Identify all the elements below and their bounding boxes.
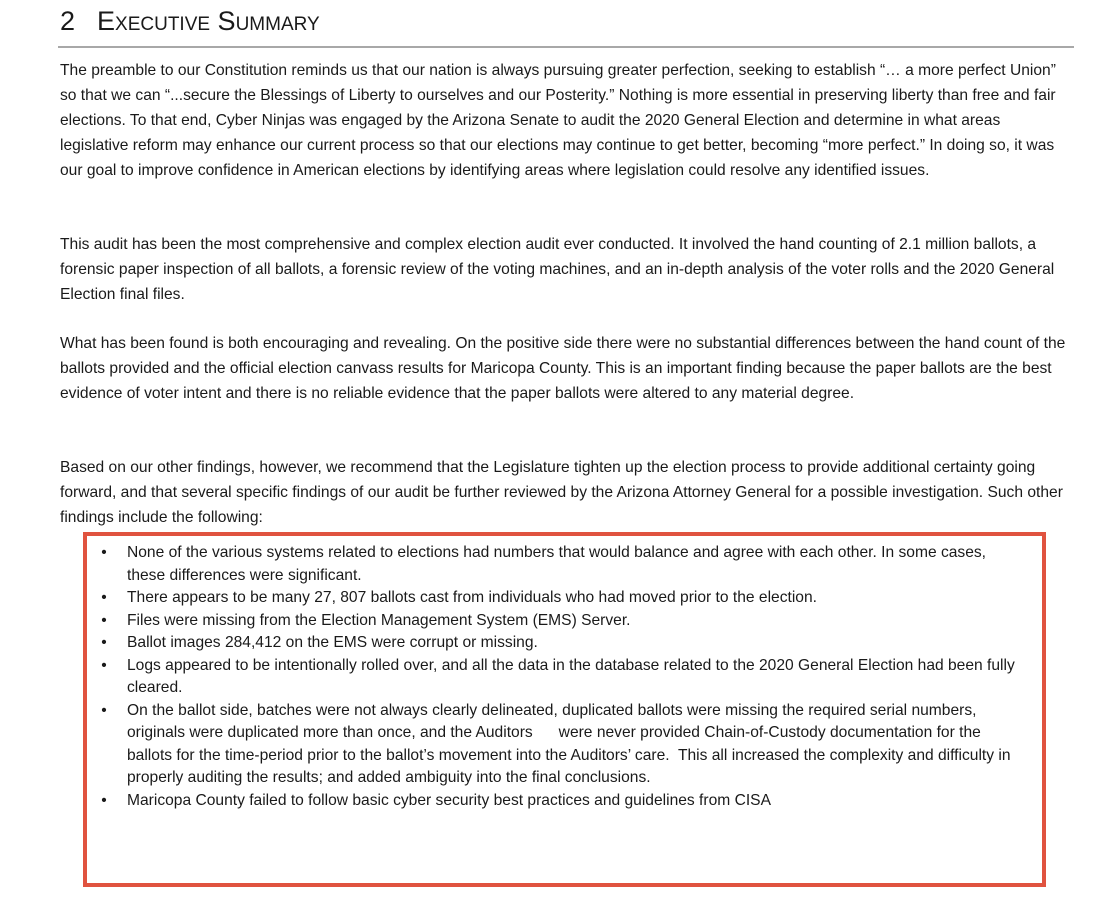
finding-text: On the ballot side, batches were not always clearly delineated, duplicated ballots were missing the required serial numbers, originals were duplicated more than once, and the Auditors were never provided Chain-of-Custody documentation for the ballots for the time-period prior to the ballot’s movement into the Auditors’ care. This all increased the complexity and difficulty in properly auditing the results; and added ambiguity into the final conclusions. [127,701,1015,786]
paragraph-findings-positive: What has been found is both encouraging and revealing. On the positive side there were no substantial differences between the hand count of the ballots provided and the official election canvass results for Maricopa County. This is an important finding because the paper ballots are the best evidence of voter intent and there is no reliable evidence that the paper ballots were altered to any material degree. [60,335,1066,402]
finding-text: Maricopa County failed to follow basic cyber security best practices and guidelines from CISA [127,791,771,809]
heading-rule [58,46,1074,48]
findings-highlight-box [83,532,1046,887]
finding-item [87,790,1042,813]
paragraph-preamble: The preamble to our Constitution reminds us that our nation is always pursuing greater perfection, seeking to establish “… a more perfect Union” so that we can “...secure the Blessings of Liberty to ourselves and our Posterity.” Nothing is more essential in preserving liberty than free and fair elections. To that end, Cyber Ninjas was engaged by the Arizona Senate to audit the 2020 General Election and determine in what areas legislative reform may enhance our current process so that our elections may continue to get better, becoming “more perfect.” In doing so, it was our goal to improve confidence in American elections by identifying areas where legislation could resolve any identified issues. [60,62,1056,179]
bullet-icon: • [101,611,107,629]
section-heading [60,6,320,37]
finding-item [87,700,1042,790]
finding-text: There appears to be many 27, 807 ballots cast from individuals who had moved prior to the election. [127,589,817,606]
finding-item [87,542,1042,587]
finding-item [87,632,1042,655]
finding-text: Files were missing from the Election Management System (EMS) Server. [127,611,631,629]
bullet-icon: • [101,589,107,606]
bullet-icon: • [101,701,107,719]
paragraph-recommendation: Based on our other findings, however, we recommend that the Legislature tighten up the election process to provide additional certainty going forward, and that several specific findings of our audit be further reviewed by the Arizona Attorney General for a possible investigation. Such other findings include the following: [60,459,1063,526]
finding-text: Ballot images 284,412 on the EMS were corrupt or missing. [127,634,538,651]
finding-text: None of the various systems related to elections had numbers that would balance and agree with each other. In some cases, these differences were significant. [127,544,987,584]
section-title: Executive Summary [97,6,320,36]
finding-text: Logs appeared to be intentionally rolled over, and all the data in the database related to the 2020 General Election had been fully cleared. [127,656,1015,696]
section-number: 2 [60,6,76,36]
bullet-icon: • [101,544,107,561]
findings-list [87,542,1042,812]
bullet-icon: • [101,791,107,809]
finding-item [87,655,1042,700]
finding-item [87,587,1042,610]
bullet-icon: • [101,634,107,651]
paragraph-audit-scope: This audit has been the most comprehensive and complex election audit ever conducted. It involved the hand counting of 2.1 million ballots, a forensic paper inspection of all ballots, a forensic review of the voting machines, and an in-depth analysis of the voter rolls and the 2020 General Election final files. [60,236,1055,303]
bullet-icon: • [101,656,107,674]
finding-item [87,610,1042,633]
